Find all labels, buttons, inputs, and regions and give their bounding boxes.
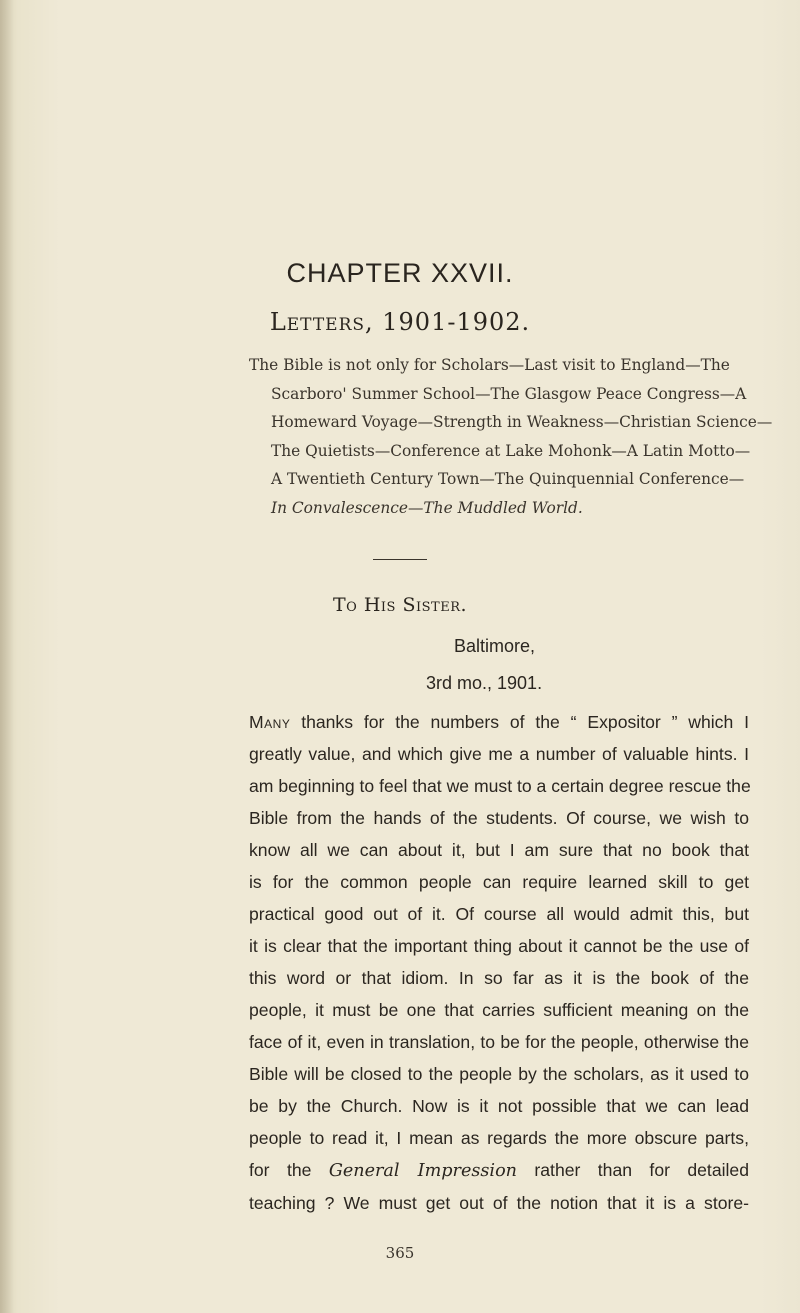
body-line-text: thanks for the numbers of the “ Expositor ” which I [290,712,749,732]
page-number: 365 [385,1244,415,1262]
body-line: am beginning to feel that we must to a certain degree rescue the [249,776,751,796]
letter-place: Baltimore, [454,636,536,656]
body-line-text: rather than for detailed [517,1160,749,1180]
body-line: teaching ? We must get out of the notion that it is a store- [249,1193,749,1213]
body-line: people to read it, I mean as regards the more obscure parts, [249,1128,749,1148]
body-line: this word or that idiom. In so far as it is the book of the [249,968,749,988]
body-line: Bible from the hands of the students. Of course, we wish to [249,808,749,828]
synopsis-line: Homeward Voyage—Strength in Weakness—Christian Science— [271,413,773,432]
opening-word: Many [249,712,291,732]
letter-heading: To His Sister. [332,594,468,616]
body-line-text: for the [249,1160,329,1180]
chapter-heading: CHAPTER XXVII. [286,258,514,288]
body-line: greatly value, and which give me a number of valuable hints. I [249,744,749,764]
spine-shadow [0,0,14,1313]
letter-date: 3rd mo., 1901. [426,673,543,693]
body-line: Bible will be closed to the people by the scholars, as it used to [249,1064,749,1084]
synopsis-line: Scarboro' Summer School—The Glasgow Peace Congress—A [271,384,747,403]
synopsis-line: The Quietists—Conference at Lake Mohonk—A Latin Motto— [271,441,751,460]
chapter-title: Letters, 1901-1902. [269,308,531,336]
body-line: people, it must be one that carries sufficient meaning on the [249,1000,749,1020]
section-divider [373,559,427,560]
body-line: is for the common people can require learned skill to get [249,872,749,892]
body-line: face of it, even in translation, to be for the people, otherwise the [249,1032,749,1052]
body-line [249,706,749,738]
body-line [249,1154,749,1187]
body-line: know all we can about it, but I am sure that no book that [249,840,749,860]
synopsis-line: In Convalescence—The Muddled World. [271,498,583,517]
body-line: be by the Church. Now is it not possible that we can lead [249,1096,749,1116]
chapter-synopsis [249,351,773,523]
synopsis-line: A Twentieth Century Town—The Quinquennial Conference— [271,470,745,489]
letter-body [249,706,749,1219]
synopsis-line: The Bible is not only for Scholars—Last visit to England—The [249,356,730,374]
body-line: practical good out of it. Of course all would admit this, but [249,904,749,924]
body-line: it is clear that the important thing about it cannot be the use of [249,936,749,956]
italic-phrase: General Impression [328,1161,517,1181]
